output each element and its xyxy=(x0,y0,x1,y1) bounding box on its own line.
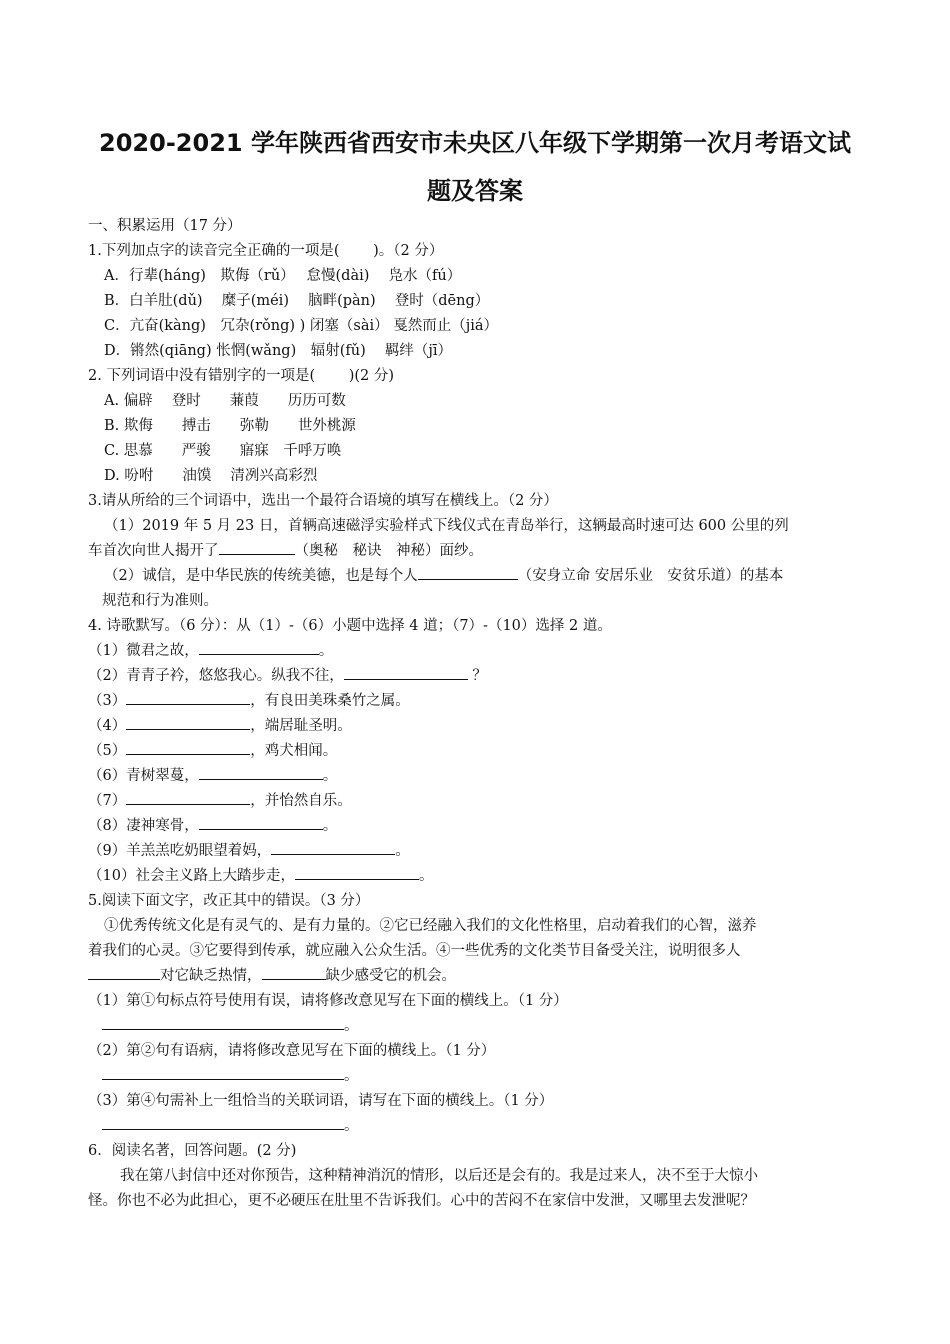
exam-body xyxy=(88,214,878,1214)
q4-blank-3[interactable] xyxy=(126,689,250,705)
q3-part2-text-b: （安身立命 安居乐业 安贫乐道）的基本 xyxy=(517,568,784,584)
q4-item-1 xyxy=(88,639,878,664)
q3-stem: 3.请从所给的三个词语中，选出一个最符合语境的填写在横线上。（2 分） xyxy=(88,493,558,509)
q4-item-8-text: （8）凄神寒骨， xyxy=(88,818,199,834)
q4-blank-6[interactable] xyxy=(199,764,323,780)
q2-option-a: A. 偏辟 登时 蒹葭 历历可数 xyxy=(104,393,346,409)
q5-sub3-answer xyxy=(88,1114,878,1139)
q1-option-a: A．行辈(háng) 欺侮（rǔ） 怠慢(dài) 凫水（fú） xyxy=(104,268,462,284)
q4-stem: 4. 诗歌默写。（6 分）：从（1）-（6）小题中选择 4 道；（7）-（10）选择 2 道。 xyxy=(88,618,612,634)
q2-option-c: C. 思慕 严骏 寤寐 千呼万唤 xyxy=(104,443,342,459)
q3-part2-line2: 规范和行为准则。 xyxy=(102,593,218,609)
q3-answer-blank-1[interactable] xyxy=(219,539,295,555)
q5-sub3-blank[interactable] xyxy=(102,1114,344,1130)
q5-sub2-end: 。 xyxy=(344,1068,359,1084)
q4-item-6-text: （6）青树翠蔓， xyxy=(88,768,199,784)
q4-item-1-text: （1）微君之故， xyxy=(88,643,199,659)
section-header: 一、积累运用（17 分） xyxy=(88,218,242,234)
q3-part2-text-a: （2）诚信，是中华民族的传统美德，也是每个人 xyxy=(104,568,418,584)
q4-item-1-end: 。 xyxy=(318,643,334,659)
q2-stem: 2. 下列词语中没有错别字的一项是( )(2 分) xyxy=(88,368,395,384)
q4-item-4 xyxy=(88,714,878,739)
q1-option-d: D．锵然(qiāng) 怅惘(wǎng) 辐射(fǔ) 羁绊（jī） xyxy=(104,343,452,359)
q4-item-2-end: ？ xyxy=(467,668,487,684)
q4-blank-5[interactable] xyxy=(126,739,250,755)
q4-blank-4[interactable] xyxy=(126,714,250,730)
q4-item-9-end: 。 xyxy=(395,843,410,859)
q4-item-4-end: ，端居耻圣明。 xyxy=(250,718,352,734)
q4-item-10 xyxy=(88,864,878,889)
q4-item-10-end: 。 xyxy=(418,868,434,884)
q2-option-d: D. 吩咐 油馍 清冽兴高彩烈 xyxy=(104,468,318,484)
exam-title-line-1: 2020-2021 学年陕西省西安市未央区八年级下学期第一次月考语文试 xyxy=(99,129,851,157)
q4-item-7-text: （7） xyxy=(88,793,127,809)
q4-blank-9[interactable] xyxy=(271,839,395,855)
q4-item-2 xyxy=(88,664,878,689)
q5-sub2: （2）第②句有语病，请将修改意见写在下面的横线上。（1 分） xyxy=(88,1043,496,1059)
q5-sub2-blank[interactable] xyxy=(102,1064,344,1080)
q4-item-9 xyxy=(88,839,878,864)
q1-stem: 1.下列加点字的读音完全正确的一项是( )。（2 分） xyxy=(88,243,444,259)
q5-passage-line3 xyxy=(88,964,878,989)
q4-blank-8[interactable] xyxy=(199,814,323,830)
q4-blank-1[interactable] xyxy=(199,639,319,655)
q4-item-5 xyxy=(88,739,878,764)
q3-part1-line1: （1）2019 年 5 月 23 日，首辆高速磁浮实验样式下线仪式在青岛举行，这辆最高时速可达 600 公里的列 xyxy=(104,518,789,534)
q4-item-7 xyxy=(88,789,878,814)
q4-item-9-text: （9）羊羔羔吃奶眼望着妈， xyxy=(88,843,272,859)
q5-passage-text-b: 缺少感受它的机会。 xyxy=(325,968,456,984)
q5-sub3-end: 。 xyxy=(344,1118,359,1134)
q4-item-10-text: （10）社会主义路上大踏步走， xyxy=(88,868,295,884)
q3-part1-text-a: 车首次向世人揭开了 xyxy=(88,543,219,559)
q4-blank-2[interactable] xyxy=(344,664,468,680)
q3-part1-line2 xyxy=(88,539,878,564)
q2-option-b: B. 欺侮 搏击 弥勒 世外桃源 xyxy=(104,418,356,434)
q5-stem: 5.阅读下面文字，改正其中的错误。（3 分） xyxy=(88,893,370,909)
q4-item-3-end: ，有良田美珠桑竹之属。 xyxy=(250,693,410,709)
q4-item-8-end: 。 xyxy=(322,818,338,834)
q1-option-c: C．亢奋(kàng) 冗杂(rǒng) ) 闭塞（sài） 戛然而止（jiá） xyxy=(104,318,499,334)
q4-item-3-text: （3） xyxy=(88,693,127,709)
q5-passage-text-a: 对它缺乏热情， xyxy=(160,968,262,984)
q5-sub1-blank[interactable] xyxy=(102,1014,344,1030)
q5-sub1-answer xyxy=(88,1014,878,1039)
q4-item-4-text: （4） xyxy=(88,718,127,734)
q5-passage-blank-2[interactable] xyxy=(262,964,326,980)
q5-sub1-end: 。 xyxy=(344,1018,359,1034)
q3-answer-blank-2[interactable] xyxy=(418,564,518,580)
q5-sub2-answer xyxy=(88,1064,878,1089)
q5-passage-line2: 着我们的心灵。③它要得到传承，就应融入公众生活。④一些优秀的文化类节目备受关注，说明很多人 xyxy=(88,943,741,959)
q6-stem: 6．阅读名著，回答问题。(2 分) xyxy=(88,1143,297,1159)
q4-item-8 xyxy=(88,814,878,839)
q4-item-6 xyxy=(88,764,878,789)
exam-title-line-2: 题及答案 xyxy=(427,177,523,205)
q3-part1-text-b: （奥秘 秘诀 神秘）面纱。 xyxy=(294,543,483,559)
q6-passage-line1: 我在第八封信中还对你预告，这种精神消沉的情形，以后还是会有的。我是过来人，决不至于大惊小 xyxy=(120,1168,758,1184)
q5-passage-line1: ①优秀传统文化是有灵气的、是有力量的。②它已经融入我们的文化性格里，启动着我们的心智，滋养 xyxy=(104,918,757,934)
q4-item-3 xyxy=(88,689,878,714)
q6-passage-line2: 怪。你也不必为此担心，更不必硬压在肚里不告诉我们。心中的苦闷不在家信中发泄，又哪里去发泄呢？ xyxy=(88,1193,755,1209)
q4-item-5-end: ，鸡犬相闻。 xyxy=(250,743,338,759)
q5-passage-blank-1[interactable] xyxy=(88,964,160,980)
q4-item-6-end: 。 xyxy=(322,768,338,784)
q5-sub3: （3）第④句需补上一组恰当的关联词语，请写在下面的横线上。（1 分） xyxy=(88,1093,554,1109)
q5-sub1: （1）第①句标点符号使用有误，请将修改意见写在下面的横线上。（1 分） xyxy=(88,993,568,1009)
q4-blank-7[interactable] xyxy=(126,789,250,805)
q1-option-b: B．白羊肚(dǔ) 糜子(méi) 脑畔(pàn) 登时（dēng） xyxy=(104,293,490,309)
q3-part2-line1 xyxy=(88,564,878,589)
q4-item-7-end: ，并怡然自乐。 xyxy=(250,793,352,809)
q4-item-5-text: （5） xyxy=(88,743,127,759)
q4-blank-10[interactable] xyxy=(295,864,419,880)
q4-item-2-text: （2）青青子衿，悠悠我心。纵我不往， xyxy=(88,668,344,684)
